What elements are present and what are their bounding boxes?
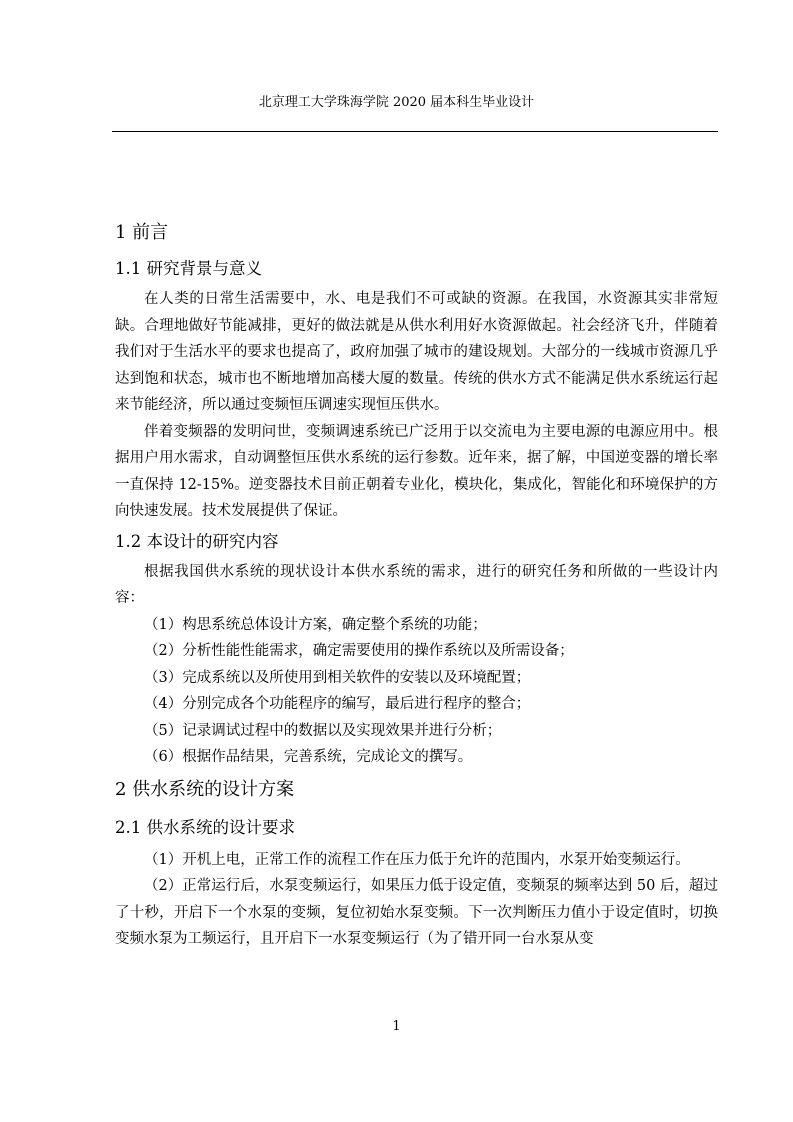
page-content bbox=[115, 220, 718, 953]
list-item: （1）构思系统总体设计方案，确定整个系统的功能； bbox=[144, 616, 487, 633]
section-1-1-paragraph-1: 在人类的日常生活需要中，水、电是我们不可或缺的资源。在我国，水资源其实非常短缺。合理地做好节能减排，更好的做法就是从供水利用好水资源做起。社会经济飞升，伴随着我们对于生活水平的要求也提高了，政府加强了城市的建设规划。大部分的一线城市资源几乎达到饱和状态，城市也不断地增加高楼大厦的数量。传统的供水方式不能满足供水系统运行起来节能经济，所以通过变频恒压调速实现恒压供水。 bbox=[115, 291, 718, 413]
section-2-1-title: 2.1 供水系统的设计要求 bbox=[115, 817, 295, 837]
section-2-1-paragraph-2: （2）正常运行后，水泵变频运行，如果压力低于设定值，变频泵的频率达到 50 后，超过了十秒，开启下一个水泵的变频，复位初始水泵变频。下一次判断压力值小于设定值时，切换变频水泵为工频运行，且开启下一水泵变频运行（为了错开同一台水泵从变 bbox=[115, 878, 718, 947]
list-item: （6）根据作品结果，完善系统，完成论文的撰写。 bbox=[144, 749, 473, 765]
section-1-2-intro: 根据我国供水系统的现状设计本供水系统的需求，进行的研究任务和所做的一些设计内容： bbox=[115, 563, 718, 606]
section-1-title: 1 前言 bbox=[115, 222, 169, 243]
section-1-2-title: 1.2 本设计的研究内容 bbox=[115, 531, 279, 551]
list-item: （3）完成系统以及所使用到相关软件的安装以及环境配置； bbox=[144, 669, 531, 686]
list-item: （5）记录调试过程中的数据以及实现效果并进行分析； bbox=[144, 722, 502, 739]
section-2-1-paragraph-1: （1）开机上电，正常工作的流程工作在压力低于允许的范围内，水泵开始变频运行。 bbox=[144, 851, 690, 868]
page-header: 北京理工大学珠海学院 2020 届本科生毕业设计 bbox=[258, 95, 535, 110]
section-1-1-paragraph-2: 伴着变频器的发明问世，变频调速系统已广泛用于以交流电为主要电源的电源应用中。根据用户用水需求，自动调整恒压供水系统的运行参数。近年来，据了解，中国逆变器的增长率一直保持 12-15%。逆变器技术目前正朝着专业化，模块化，集成化，智能化和环境保护的方向快速发展。技术发展提供了保证。 bbox=[115, 423, 718, 519]
page-number: 1 bbox=[392, 1019, 401, 1034]
header-divider bbox=[112, 131, 718, 132]
list-item: （2）分析性能性能需求，确定需要使用的操作系统以及所需设备； bbox=[144, 643, 574, 659]
section-1-1-title: 1.1 研究背景与意义 bbox=[115, 259, 262, 278]
list-item: （4）分别完成各个功能程序的编写，最后进行程序的整合； bbox=[144, 696, 531, 712]
section-2-title: 2 供水系统的设计方案 bbox=[115, 778, 295, 800]
